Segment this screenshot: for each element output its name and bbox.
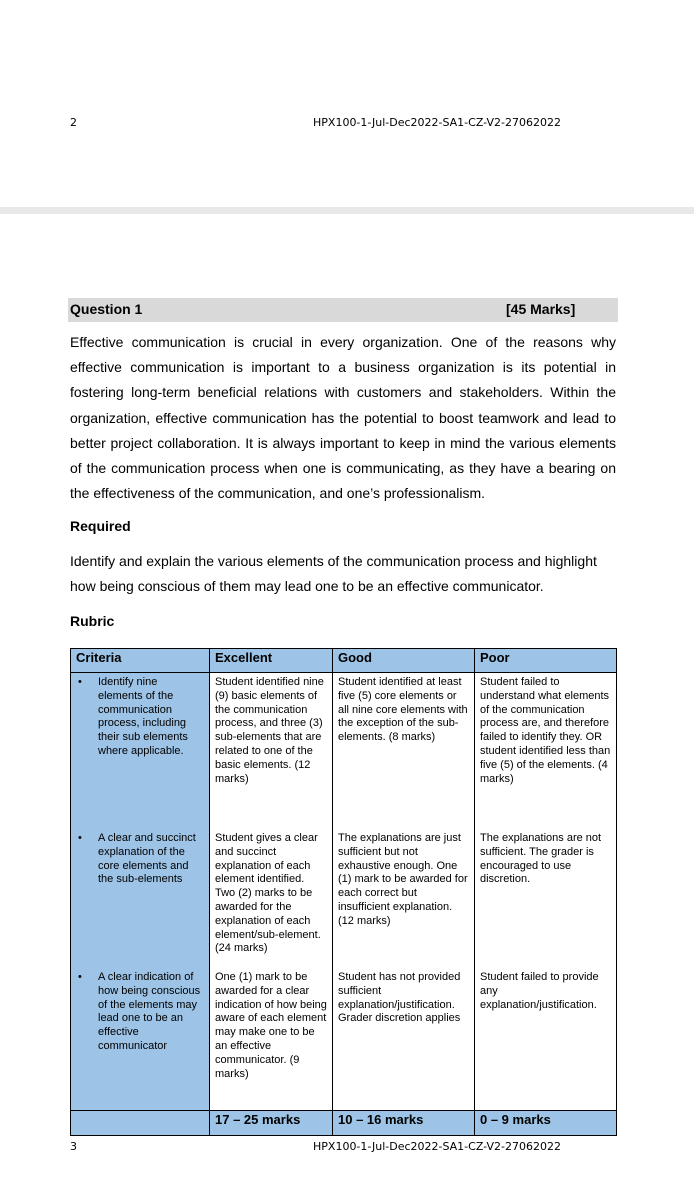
bullet: •: [78, 971, 82, 983]
question-title-bar: [68, 298, 618, 322]
question-marks: [45 Marks]: [506, 301, 576, 317]
criteria-text: Identify nine elements of the communication process, including their sub elements where applicable.: [98, 676, 188, 757]
good-cell: Student identified at least five (5) core elements or all nine core elements with the exception of the sub-elements. (8 marks): [333, 673, 475, 829]
table-row: [71, 673, 617, 829]
criteria-cell: [71, 967, 210, 1111]
document-code: HPX100-1-Jul-Dec2022-SA1-CZ-V2-27062022: [313, 1140, 561, 1153]
page-number: 2: [70, 116, 77, 129]
page-separator: [0, 207, 694, 214]
criteria-text: A clear and succinct explanation of the core elements and the sub-elements: [98, 832, 196, 886]
table-row: [71, 967, 617, 1111]
question-title: Question 1: [70, 301, 143, 317]
document-code: HPX100-1-Jul-Dec2022-SA1-CZ-V2-27062022: [313, 116, 561, 129]
poor-cell: Student failed to provide any explanation/justification.: [475, 967, 617, 1111]
required-heading: Required: [70, 518, 131, 534]
total-good-cell: 10 – 16 marks: [333, 1111, 475, 1136]
rubric-totals-row: [71, 1111, 617, 1136]
excellent-cell: Student identified nine (9) basic elements of the communication process, and three (3) sub-elements that are related to one of the basic elements. (12 marks): [210, 673, 333, 829]
bullet: •: [78, 676, 82, 688]
criteria-text: A clear indication of how being conscious of the elements may lead one to be an effective communicator: [98, 971, 201, 1052]
page-header: [0, 116, 694, 132]
total-excellent-cell: 17 – 25 marks: [210, 1111, 333, 1136]
excellent-cell: Student gives a clear and succinct explanation of each element identified. Two (2) marks to be awarded for the explanation of each element/sub-element. (24 marks): [210, 828, 333, 967]
page-footer: [0, 1140, 694, 1156]
poor-cell: The explanations are not sufficient. The grader is encouraged to use discretion.: [475, 828, 617, 967]
good-cell: Student has not provided sufficient explanation/justification. Grader discretion applies: [333, 967, 475, 1111]
header-criteria: Criteria: [71, 649, 210, 673]
header-excellent: Excellent: [210, 649, 333, 673]
rubric-header-row: [71, 649, 617, 673]
header-poor: Poor: [475, 649, 617, 673]
excellent-cell: One (1) mark to be awarded for a clear indication of how being aware of each element may make one to be an effective communicator. (9 marks): [210, 967, 333, 1111]
rubric-table: [70, 648, 617, 1136]
question-intro-paragraph: Effective communication is crucial in every organization. One of the reasons why effective communication is important to a business organization is its potential in fostering long-term beneficial relations with customers and stakeholders. Within the organization, effective communication has the potential to boost teamwork and lead to better project collaboration. It is always important to keep in mind the various elements of the communication process when one is communicating, as they have a bearing on the effectiveness of the communication, and one’s professionalism.: [70, 334, 616, 502]
page-number: 3: [70, 1140, 77, 1153]
total-poor-cell: 0 – 9 marks: [475, 1111, 617, 1136]
table-row: [71, 828, 617, 967]
total-criteria-cell: [71, 1111, 210, 1136]
header-good: Good: [333, 649, 475, 673]
good-cell: The explanations are just sufficient but not exhaustive enough. One (1) mark to be awarded for each correct but insufficient explanation. (12 marks): [333, 828, 475, 967]
criteria-cell: [71, 828, 210, 967]
bullet: •: [78, 832, 82, 844]
rubric-heading: Rubric: [70, 613, 115, 629]
criteria-cell: [71, 673, 210, 829]
required-paragraph: Identify and explain the various elements of the communication process and highlight how being conscious of them may lead one to be an effective communicator.: [70, 553, 597, 595]
poor-cell: Student failed to understand what elements of the communication process are, and therefore failed to identify they. OR student identified less than five (5) of the elements. (4 marks): [475, 673, 617, 829]
